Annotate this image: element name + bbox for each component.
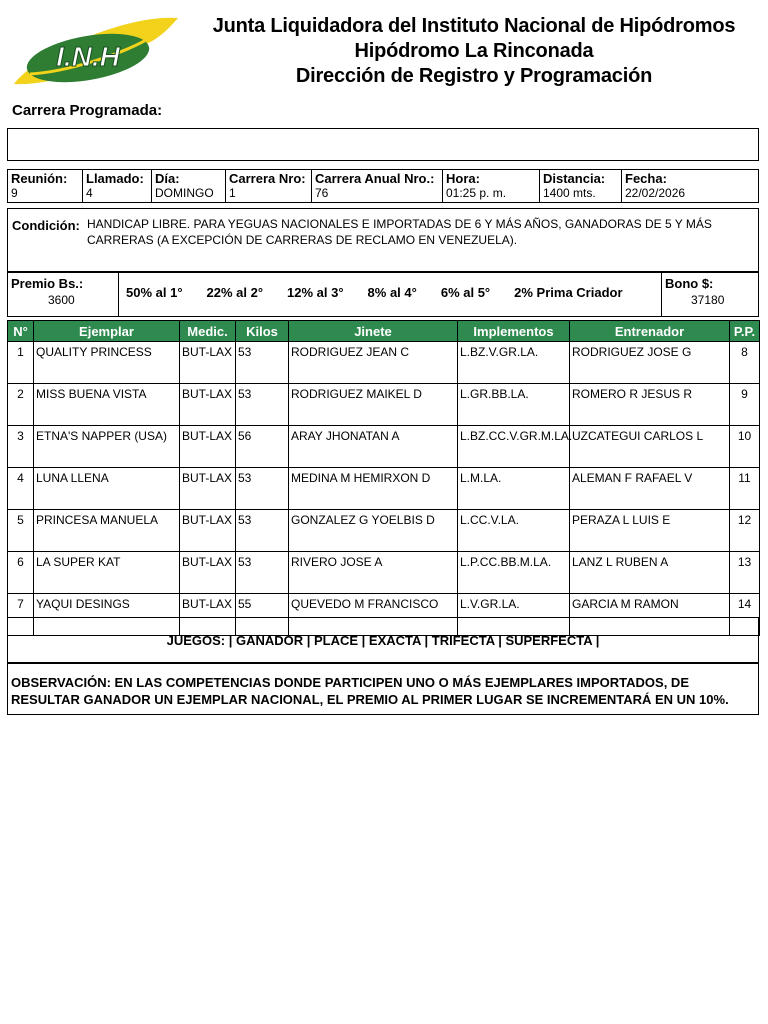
col-header-implementos: Implementos bbox=[458, 321, 570, 342]
page-header bbox=[185, 14, 763, 89]
split-2: 22% al 2° bbox=[206, 285, 264, 300]
cell-implementos: L.GR.BB.LA. bbox=[458, 384, 570, 426]
cell-ejemplar: LA SUPER KAT bbox=[34, 552, 180, 594]
header-line-3: Dirección de Registro y Programación bbox=[295, 65, 653, 87]
cell-kilos: 55 bbox=[236, 594, 289, 636]
cell-numero: 4 bbox=[8, 468, 34, 510]
reunion-cell bbox=[8, 170, 83, 203]
cell-ejemplar: ETNA'S NAPPER (USA) bbox=[34, 426, 180, 468]
cell-implementos: L.BZ.CC.V.GR.M.LA. bbox=[458, 426, 570, 468]
cell-implementos: L.BZ.V.GR.LA. bbox=[458, 342, 570, 384]
cell-jinete: RODRIGUEZ JEAN C bbox=[289, 342, 458, 384]
cell-kilos: 53 bbox=[236, 342, 289, 384]
cell-kilos: 53 bbox=[236, 510, 289, 552]
col-header-kilos: Kilos bbox=[236, 321, 289, 342]
cell-ejemplar: YAQUI DESINGS bbox=[34, 594, 180, 636]
cell-kilos: 53 bbox=[236, 468, 289, 510]
cell-numero: 6 bbox=[8, 552, 34, 594]
cell-jinete: RODRIGUEZ MAIKEL D bbox=[289, 384, 458, 426]
cell-medic: BUT-LAX bbox=[180, 510, 236, 552]
col-header-medic: Medic. bbox=[180, 321, 236, 342]
fecha-label: Fecha: bbox=[625, 171, 667, 186]
header-line-1: Junta Liquidadora del Instituto Nacional de Hipódromos bbox=[212, 15, 736, 37]
cell-entrenador: RODRIGUEZ JOSE G bbox=[570, 342, 730, 384]
cell-numero: 1 bbox=[8, 342, 34, 384]
col-header-entrenador: Entrenador bbox=[570, 321, 730, 342]
inh-logo bbox=[6, 14, 182, 92]
reunion-label: Reunión: bbox=[11, 171, 68, 186]
cell-entrenador: ROMERO R JESUS R bbox=[570, 384, 730, 426]
cell-entrenador: LANZ L RUBEN A bbox=[570, 552, 730, 594]
premio-label: Premio Bs.: bbox=[11, 276, 84, 291]
cell-pp: 10 bbox=[730, 426, 760, 468]
dia-cell bbox=[152, 170, 226, 203]
distancia-value: 1400 mts. bbox=[543, 186, 596, 200]
cell-entrenador: PERAZA L LUIS E bbox=[570, 510, 730, 552]
fecha-value: 22/02/2026 bbox=[625, 186, 686, 200]
cell-implementos: L.P.CC.BB.M.LA. bbox=[458, 552, 570, 594]
header-line-2: Hipódromo La Rinconada bbox=[354, 40, 594, 62]
table-row bbox=[8, 468, 760, 510]
col-header-numero: N° bbox=[8, 321, 34, 342]
col-header-jinete: Jinete bbox=[289, 321, 458, 342]
cell-entrenador: UZCATEGUI CARLOS L bbox=[570, 426, 730, 468]
condicion-label: Condición: bbox=[12, 218, 80, 233]
split-3: 12% al 3° bbox=[287, 285, 344, 300]
carrera-anual-cell bbox=[312, 170, 443, 203]
cell-medic: BUT-LAX bbox=[180, 426, 236, 468]
col-header-ejemplar: Ejemplar bbox=[34, 321, 180, 342]
table-header-row bbox=[8, 321, 760, 342]
cell-kilos: 53 bbox=[236, 384, 289, 426]
cell-implementos: L.V.GR.LA. bbox=[458, 594, 570, 636]
llamado-cell bbox=[83, 170, 152, 203]
observacion-note: OBSERVACIÓN: EN LAS COMPETENCIAS DONDE PARTICIPEN UNO O MÁS EJEMPLARES IMPORTADOS, DE RESULTAR GANADOR UN EJEMPLAR NACIONAL, EL PREMIO AL PRIMER LUGAR SE INCREMENTARÁ EN UN 10%. bbox=[7, 663, 759, 715]
cell-ejemplar: QUALITY PRINCESS bbox=[34, 342, 180, 384]
fecha-cell bbox=[622, 170, 759, 203]
cell-pp: 8 bbox=[730, 342, 760, 384]
reunion-value: 9 bbox=[11, 186, 18, 200]
bono-label: Bono $: bbox=[665, 276, 714, 291]
cell-ejemplar: MISS BUENA VISTA bbox=[34, 384, 180, 426]
llamado-value: 4 bbox=[86, 186, 93, 200]
cell-jinete: ARAY JHONATAN A bbox=[289, 426, 458, 468]
cell-pp: 13 bbox=[730, 552, 760, 594]
cell-pp: 12 bbox=[730, 510, 760, 552]
cell-jinete: GONZALEZ G YOELBIS D bbox=[289, 510, 458, 552]
cell-pp: 9 bbox=[730, 384, 760, 426]
bono-value: 37180 bbox=[691, 293, 725, 307]
table-row bbox=[8, 384, 760, 426]
condicion-box bbox=[7, 208, 759, 272]
cell-ejemplar: LUNA LLENA bbox=[34, 468, 180, 510]
cell-numero: 2 bbox=[8, 384, 34, 426]
split-1: 50% al 1° bbox=[126, 285, 183, 300]
cell-pp: 11 bbox=[730, 468, 760, 510]
col-header-pp: P.P. bbox=[730, 321, 760, 342]
dia-label: Día: bbox=[155, 171, 180, 186]
cell-numero: 5 bbox=[8, 510, 34, 552]
cell-medic: BUT-LAX bbox=[180, 552, 236, 594]
cell-implementos: L.CC.V.LA. bbox=[458, 510, 570, 552]
premio-value: 3600 bbox=[48, 293, 75, 307]
carrera-programada-box bbox=[7, 128, 759, 161]
cell-implementos: L.M.LA. bbox=[458, 468, 570, 510]
cell-kilos: 53 bbox=[236, 552, 289, 594]
split-4: 8% al 4° bbox=[367, 285, 417, 300]
split-5: 6% al 5° bbox=[440, 285, 491, 300]
carrera-programada-label: Carrera Programada: bbox=[12, 102, 163, 119]
table-row bbox=[8, 552, 760, 594]
entries-table bbox=[7, 320, 760, 636]
dia-value: DOMINGO bbox=[155, 186, 214, 200]
cell-numero: 7 bbox=[8, 594, 34, 636]
cell-medic: BUT-LAX bbox=[180, 468, 236, 510]
carrera-nro-cell bbox=[226, 170, 312, 203]
hora-cell bbox=[443, 170, 540, 203]
table-row bbox=[8, 426, 760, 468]
cell-medic: BUT-LAX bbox=[180, 594, 236, 636]
carrera-nro-value: 1 bbox=[229, 186, 236, 200]
llamado-label: Llamado: bbox=[86, 171, 144, 186]
juegos-bar: JUEGOS: | GANADOR | PLACE | EXACTA | TRIFECTA | SUPERFECTA | bbox=[7, 617, 759, 663]
distancia-label: Distancia: bbox=[543, 171, 606, 186]
carrera-anual-value: 76 bbox=[315, 186, 329, 200]
premio-cell bbox=[8, 273, 119, 316]
premio-splits bbox=[126, 285, 623, 300]
cell-jinete: RIVERO JOSE A bbox=[289, 552, 458, 594]
logo-text: I.N.H bbox=[56, 41, 120, 72]
cell-entrenador: ALEMAN F RAFAEL V bbox=[570, 468, 730, 510]
hora-label: Hora: bbox=[446, 171, 480, 186]
table-row bbox=[8, 342, 760, 384]
carrera-anual-label: Carrera Anual Nro.: bbox=[315, 171, 435, 186]
hora-value: 01:25 p. m. bbox=[446, 186, 507, 200]
split-criador: 2% Prima Criador bbox=[514, 285, 623, 300]
cell-ejemplar: PRINCESA MANUELA bbox=[34, 510, 180, 552]
cell-pp: 14 bbox=[730, 594, 760, 636]
bono-cell bbox=[661, 273, 758, 316]
table-row bbox=[8, 510, 760, 552]
cell-jinete: MEDINA M HEMIRXON D bbox=[289, 468, 458, 510]
condicion-text: HANDICAP LIBRE. PARA YEGUAS NACIONALES E IMPORTADAS DE 6 Y MÁS AÑOS, GANADORAS DE 5 Y MÁS CARRERAS (A EXCEPCIÓN DE CARRERAS DE RECLAMO EN VENEZUELA). bbox=[87, 217, 712, 247]
carrera-nro-label: Carrera Nro: bbox=[229, 171, 306, 186]
cell-jinete: QUEVEDO M FRANCISCO bbox=[289, 594, 458, 636]
cell-medic: BUT-LAX bbox=[180, 342, 236, 384]
cell-entrenador: GARCIA M RAMON bbox=[570, 594, 730, 636]
cell-numero: 3 bbox=[8, 426, 34, 468]
race-info-table bbox=[7, 169, 759, 203]
cell-medic: BUT-LAX bbox=[180, 384, 236, 426]
distancia-cell bbox=[540, 170, 622, 203]
premio-box bbox=[7, 272, 759, 317]
cell-kilos: 56 bbox=[236, 426, 289, 468]
